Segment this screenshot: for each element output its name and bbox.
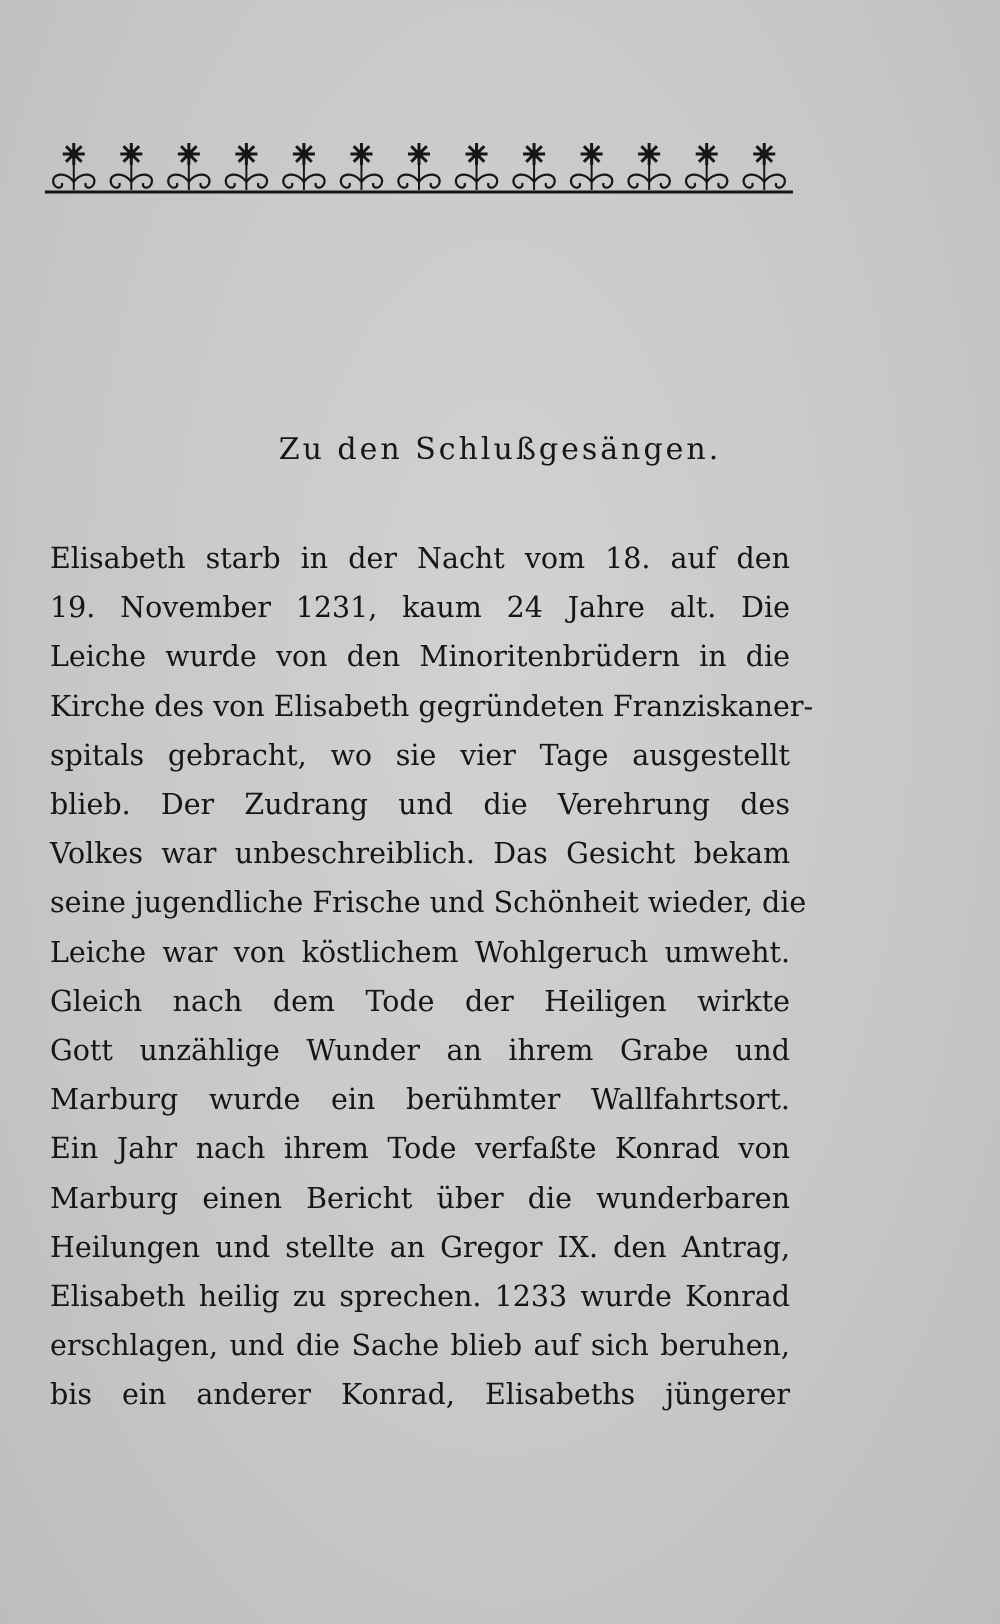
text-line: Kirche des von Elisabeth gegründeten Franziskaner- — [50, 689, 814, 723]
flower-ornament-icon — [283, 143, 324, 190]
text-line: Elisabeth heilig zu sprechen. 1233 wurde Konrad — [50, 1280, 790, 1314]
flower-ornament-icon — [629, 143, 670, 190]
text-line: Elisabeth starb in der Nacht vom 18. auf den — [50, 542, 790, 575]
text-line: seine jugendliche Frische und Schönheit wieder, die — [50, 886, 807, 920]
body-text — [50, 534, 814, 1420]
flower-ornament-icon — [341, 143, 382, 190]
text-line: Ein Jahr nach ihrem Tode verfaßte Konrad von — [50, 1132, 790, 1166]
flower-ornament-icon — [53, 143, 94, 190]
flower-ornament-icon — [571, 143, 612, 190]
text-line: 19. November 1231, kaum 24 Jahre alt. Die — [50, 591, 790, 625]
text-line: blieb. Der Zudrang und die Verehrung des — [50, 788, 790, 822]
text-line: Gleich nach dem Tode der Heiligen wirkte — [50, 984, 790, 1018]
flower-ornament-icon — [111, 143, 152, 190]
text-line: spitals gebracht, wo sie vier Tage ausgestellt — [50, 738, 790, 772]
flower-ornament-icon — [513, 143, 554, 190]
flower-ornament-icon — [456, 143, 497, 190]
flower-ornament-icon — [398, 143, 439, 190]
text-line: Leiche wurde von den Minoritenbrüdern in die — [50, 640, 790, 674]
flower-ornament-icon — [744, 143, 785, 190]
text-line: bis ein anderer Konrad, Elisabeths jüngerer — [50, 1378, 790, 1412]
text-line: erschlagen, und die Sache blieb auf sich beruhen, — [50, 1329, 790, 1363]
text-line: Volkes war unbeschreiblich. Das Gesicht bekam — [50, 837, 790, 871]
text-line: Heilungen und stellte an Gregor IX. den Antrag, — [50, 1230, 790, 1264]
text-line: Marburg einen Bericht über die wunderbaren — [50, 1181, 790, 1215]
text-line: Gott unzählige Wunder an ihrem Grabe und — [50, 1034, 790, 1068]
section-heading: Zu den Schlußgesängen. — [278, 432, 722, 467]
text-line: Leiche war von köstlichem Wohlgeruch umweht. — [50, 935, 790, 969]
flower-ornament-icon — [226, 143, 267, 190]
text-line: Marburg wurde ein berühmter Wallfahrtsort. — [50, 1083, 790, 1117]
flower-border-ornament-icon — [45, 140, 793, 198]
flower-ornament-icon — [686, 143, 727, 190]
flower-ornament-icon — [168, 143, 209, 190]
